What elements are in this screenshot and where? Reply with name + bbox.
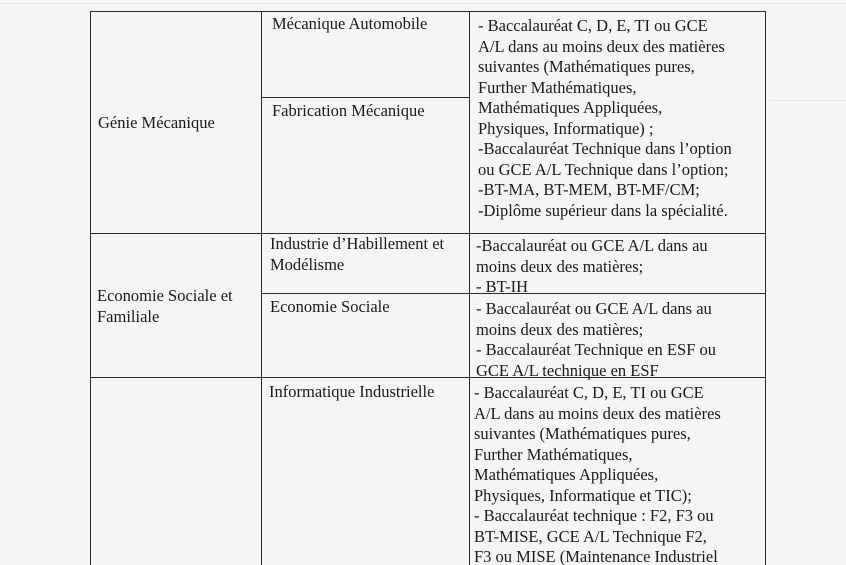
requirements-cell: -Baccalauréat ou GCE A/L dans au moins deux des matières; - BT-IH	[476, 236, 708, 296]
program-cell: Fabrication Mécanique	[272, 101, 425, 120]
scan-artifact	[0, 3, 846, 4]
department-cell: Economie Sociale et Familiale	[97, 286, 233, 326]
program-divider	[261, 97, 469, 98]
scan-artifact	[770, 100, 846, 101]
requirements-cell: - Baccalauréat C, D, E, TI ou GCE A/L dans au moins deux des matières suivantes (Mathématiques pures, Further Mathématiques, Mathématiques Appliquées, Physiques, Informatique et TIC); - Baccalauréat technique : F2, F3 ou BT-MISE, GCE A/L Technique F2, F3 ou MISE (Maintenance Industriel	[474, 383, 721, 565]
program-cell: Mécanique Automobile	[272, 14, 428, 33]
column-divider-1	[261, 11, 262, 565]
requirements-cell: - Baccalauréat ou GCE A/L dans au moins deux des matières; - Baccalauréat Technique en ESF ou GCE A/L technique en ESF	[476, 299, 716, 380]
program-cell: Economie Sociale	[270, 297, 390, 316]
requirements-cell: - Baccalauréat C, D, E, TI ou GCE A/L dans au moins deux des matières suivantes (Mathématiques pures, Further Mathématiques, Mathématiques Appliquées, Physiques, Informatique) ; -Baccalauréat Technique dans l’option ou GCE A/L Technique dans l’option; -BT-MA, BT-MEM, BT-MF/CM; -Diplôme supérieur dans la spécialité.	[478, 16, 732, 220]
department-cell: Génie Mécanique	[98, 113, 215, 132]
program-cell: Informatique Industrielle	[269, 382, 435, 401]
column-divider-2	[469, 11, 470, 565]
program-cell: Industrie d’Habillement et Modélisme	[270, 234, 445, 274]
